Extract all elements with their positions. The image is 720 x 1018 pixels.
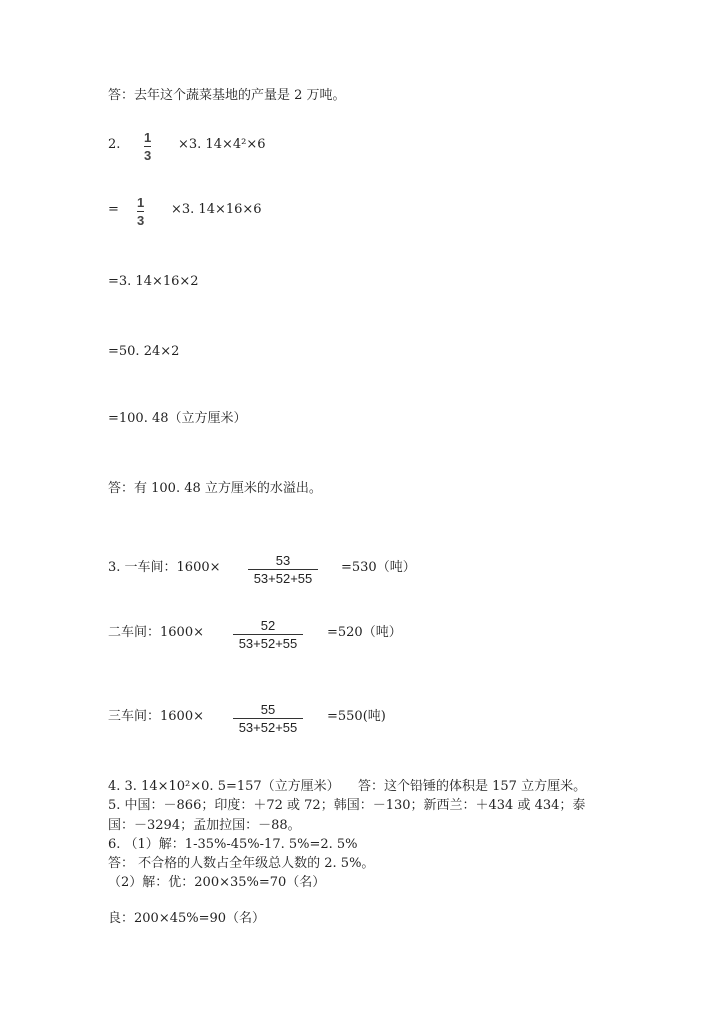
q3-row-2-numerator: 52 <box>260 618 276 633</box>
q3-row-1-denominator: 53+52+55 <box>253 571 313 586</box>
q6-line-1: 6. （1）解：1-35%-45%-17. 5%=2. 5% <box>108 837 358 852</box>
q3-row-3-numerator: 55 <box>260 702 276 717</box>
q6-line-2: 答： 不合格的人数占全年级总人数的 2. 5%。 <box>108 856 375 871</box>
q2-fraction-2 <box>137 195 144 228</box>
q3-row-3-prefix: 三车间：1600× <box>108 709 204 724</box>
q2-fraction-1-numerator: 1 <box>144 130 152 145</box>
q2-expression-2: ×3. 14×16×6 <box>171 202 262 217</box>
q3-row-2-fraction <box>233 618 303 651</box>
q5-line-1: 5. 中国：－866；印度：＋72 或 72；韩国：－130；新西兰：＋434 或 434；泰 <box>108 798 586 813</box>
q3-row-2-result: =520（吨） <box>327 625 402 640</box>
q2-fraction-1-denominator: 3 <box>144 148 152 163</box>
q6-line-4: 良：200×45%=90（名） <box>108 911 266 926</box>
q3-row-2-denominator: 53+52+55 <box>238 636 298 651</box>
q6-line-3: （2）解：优：200×35%=70（名） <box>108 875 326 890</box>
q2-equals: = <box>108 202 119 217</box>
q3-row-3-fraction <box>233 702 303 735</box>
q4-calculation: 4. 3. 14×10²×0. 5=157（立方厘米） <box>108 779 340 794</box>
q5-line-2: 国：－3294；孟加拉国：－88。 <box>108 818 301 833</box>
q2-answer: 答：有 100. 48 立方厘米的水溢出。 <box>108 481 322 496</box>
q3-row-3-result: =550(吨) <box>327 709 386 724</box>
q3-row-1-fraction <box>248 553 318 586</box>
q2-step-3: =3. 14×16×2 <box>108 274 199 289</box>
q3-row-3-denominator: 53+52+55 <box>238 720 298 735</box>
q3-row-1-result: =530（吨） <box>341 560 416 575</box>
q3-row-1-numerator: 53 <box>275 553 291 568</box>
q4-answer: 答：这个铅锤的体积是 157 立方厘米。 <box>358 779 587 794</box>
q1-answer: 答：去年这个蔬菜基地的产量是 2 万吨。 <box>108 88 346 103</box>
q3-row-1-prefix: 3. 一车间：1600× <box>108 560 221 575</box>
q2-step-5: =100. 48（立方厘米） <box>108 411 247 426</box>
q2-step-4: =50. 24×2 <box>108 344 180 359</box>
q2-fraction-2-denominator: 3 <box>137 213 145 228</box>
q2-expression-1: ×3. 14×4²×6 <box>178 137 266 152</box>
q2-fraction-2-numerator: 1 <box>137 195 145 210</box>
q2-fraction-1 <box>144 130 151 163</box>
q2-label: 2. <box>108 137 121 152</box>
q3-row-2-prefix: 二车间：1600× <box>108 625 204 640</box>
